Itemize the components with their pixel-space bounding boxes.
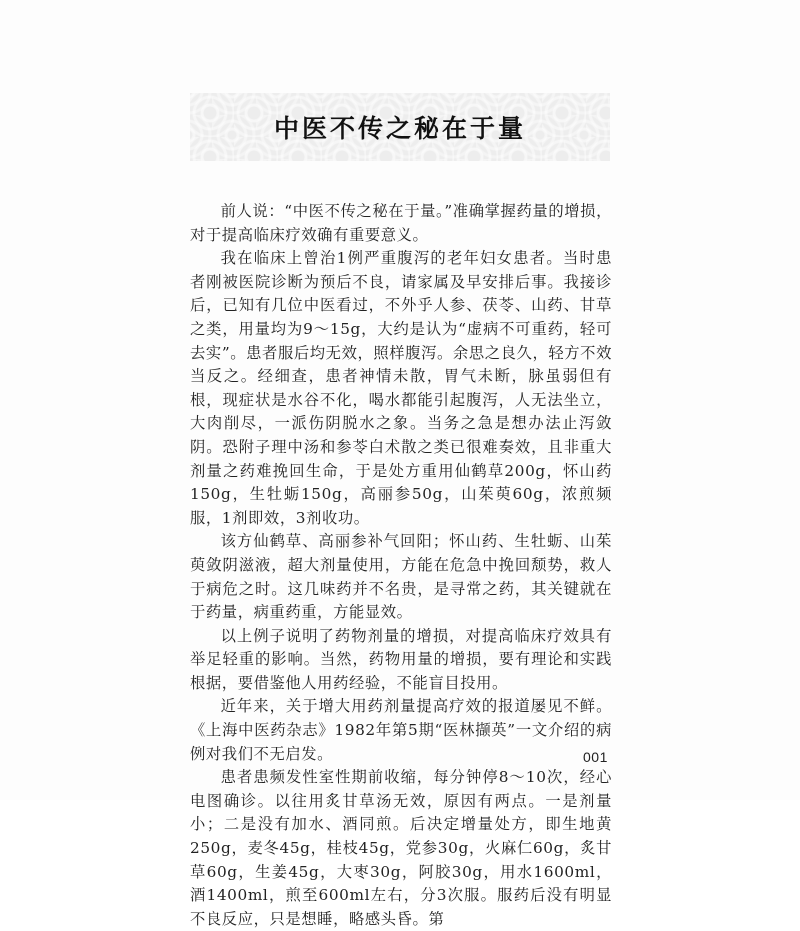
paragraph: 以上例子说明了药物剂量的增损，对提高临床疗效具有举足轻重的影响。当然，药物用量的增损，要有理论和实践根据，要借鉴他人用药经验，不能盲目投用。 <box>190 626 612 692</box>
body-text <box>190 200 612 931</box>
page-number: 001 <box>583 749 608 765</box>
paragraph: 前人说：“中医不传之秘在于量。”准确掌握药量的增损，对于提高临床疗效确有重要意义。 <box>190 202 612 244</box>
title-banner <box>190 93 610 161</box>
paragraph: 近年来，关于增大用药剂量提高疗效的报道屡见不鲜。《上海中医药杂志》1982年第5期“医林撷英”一文介绍的病例对我们不无启发。 <box>190 697 612 763</box>
paragraph: 我在临床上曾治1例严重腹泻的老年妇女患者。当时患者刚被医院诊断为预后不良，请家属及早安排后事。我接诊后，已知有几位中医看过，不外乎人参、茯苓、山药、甘草之类，用量均为9～15g，大约是认为“虚病不可重药，轻可去实”。患者服后均无效，照样腹泻。余思之良久，轻方不效当反之。经细查，患者神情未散，胃气未断，脉虽弱但有根，现症状是水谷不化，喝水都能引起腹泻，人无法坐立，大肉削尽，一派伤阴脱水之象。当务之急是想办法止泻敛阴。恐附子理中汤和参苓白术散之类已很难奏效，且非重大剂量之药难挽回生命，于是处方重用仙鹤草200g，怀山药150g，生牡蛎150g，高丽参50g，山茱萸60g，浓煎频服，1剂即效，3剂收功。 <box>190 249 612 527</box>
chapter-title: 中医不传之秘在于量 <box>273 114 526 143</box>
paragraph: 患者患频发性室性期前收缩，每分钟停8～10次，经心电图确诊。以往用炙甘草汤无效，原因有两点。一是剂量小；二是没有加水、酒同煎。后决定增量处方，即生地黄250g，麦冬45g，桂枝45g，党参30g，火麻仁60g，炙甘草60g，生姜45g，大枣30g，阿胶30g，用水1600ml，酒1400ml，煎至600ml左右，分3次服。服药后没有明显不良反应，只是想睡，略感头昏。第 <box>190 768 612 928</box>
paragraph: 该方仙鹤草、高丽参补气回阳；怀山药、生牡蛎、山茱萸敛阴滋液，超大剂量使用，方能在危急中挽回颓势，救人于病危之时。这几味药并不名贵，是寻常之药，其关键就在于药量，病重药重，方能显效。 <box>190 532 612 622</box>
